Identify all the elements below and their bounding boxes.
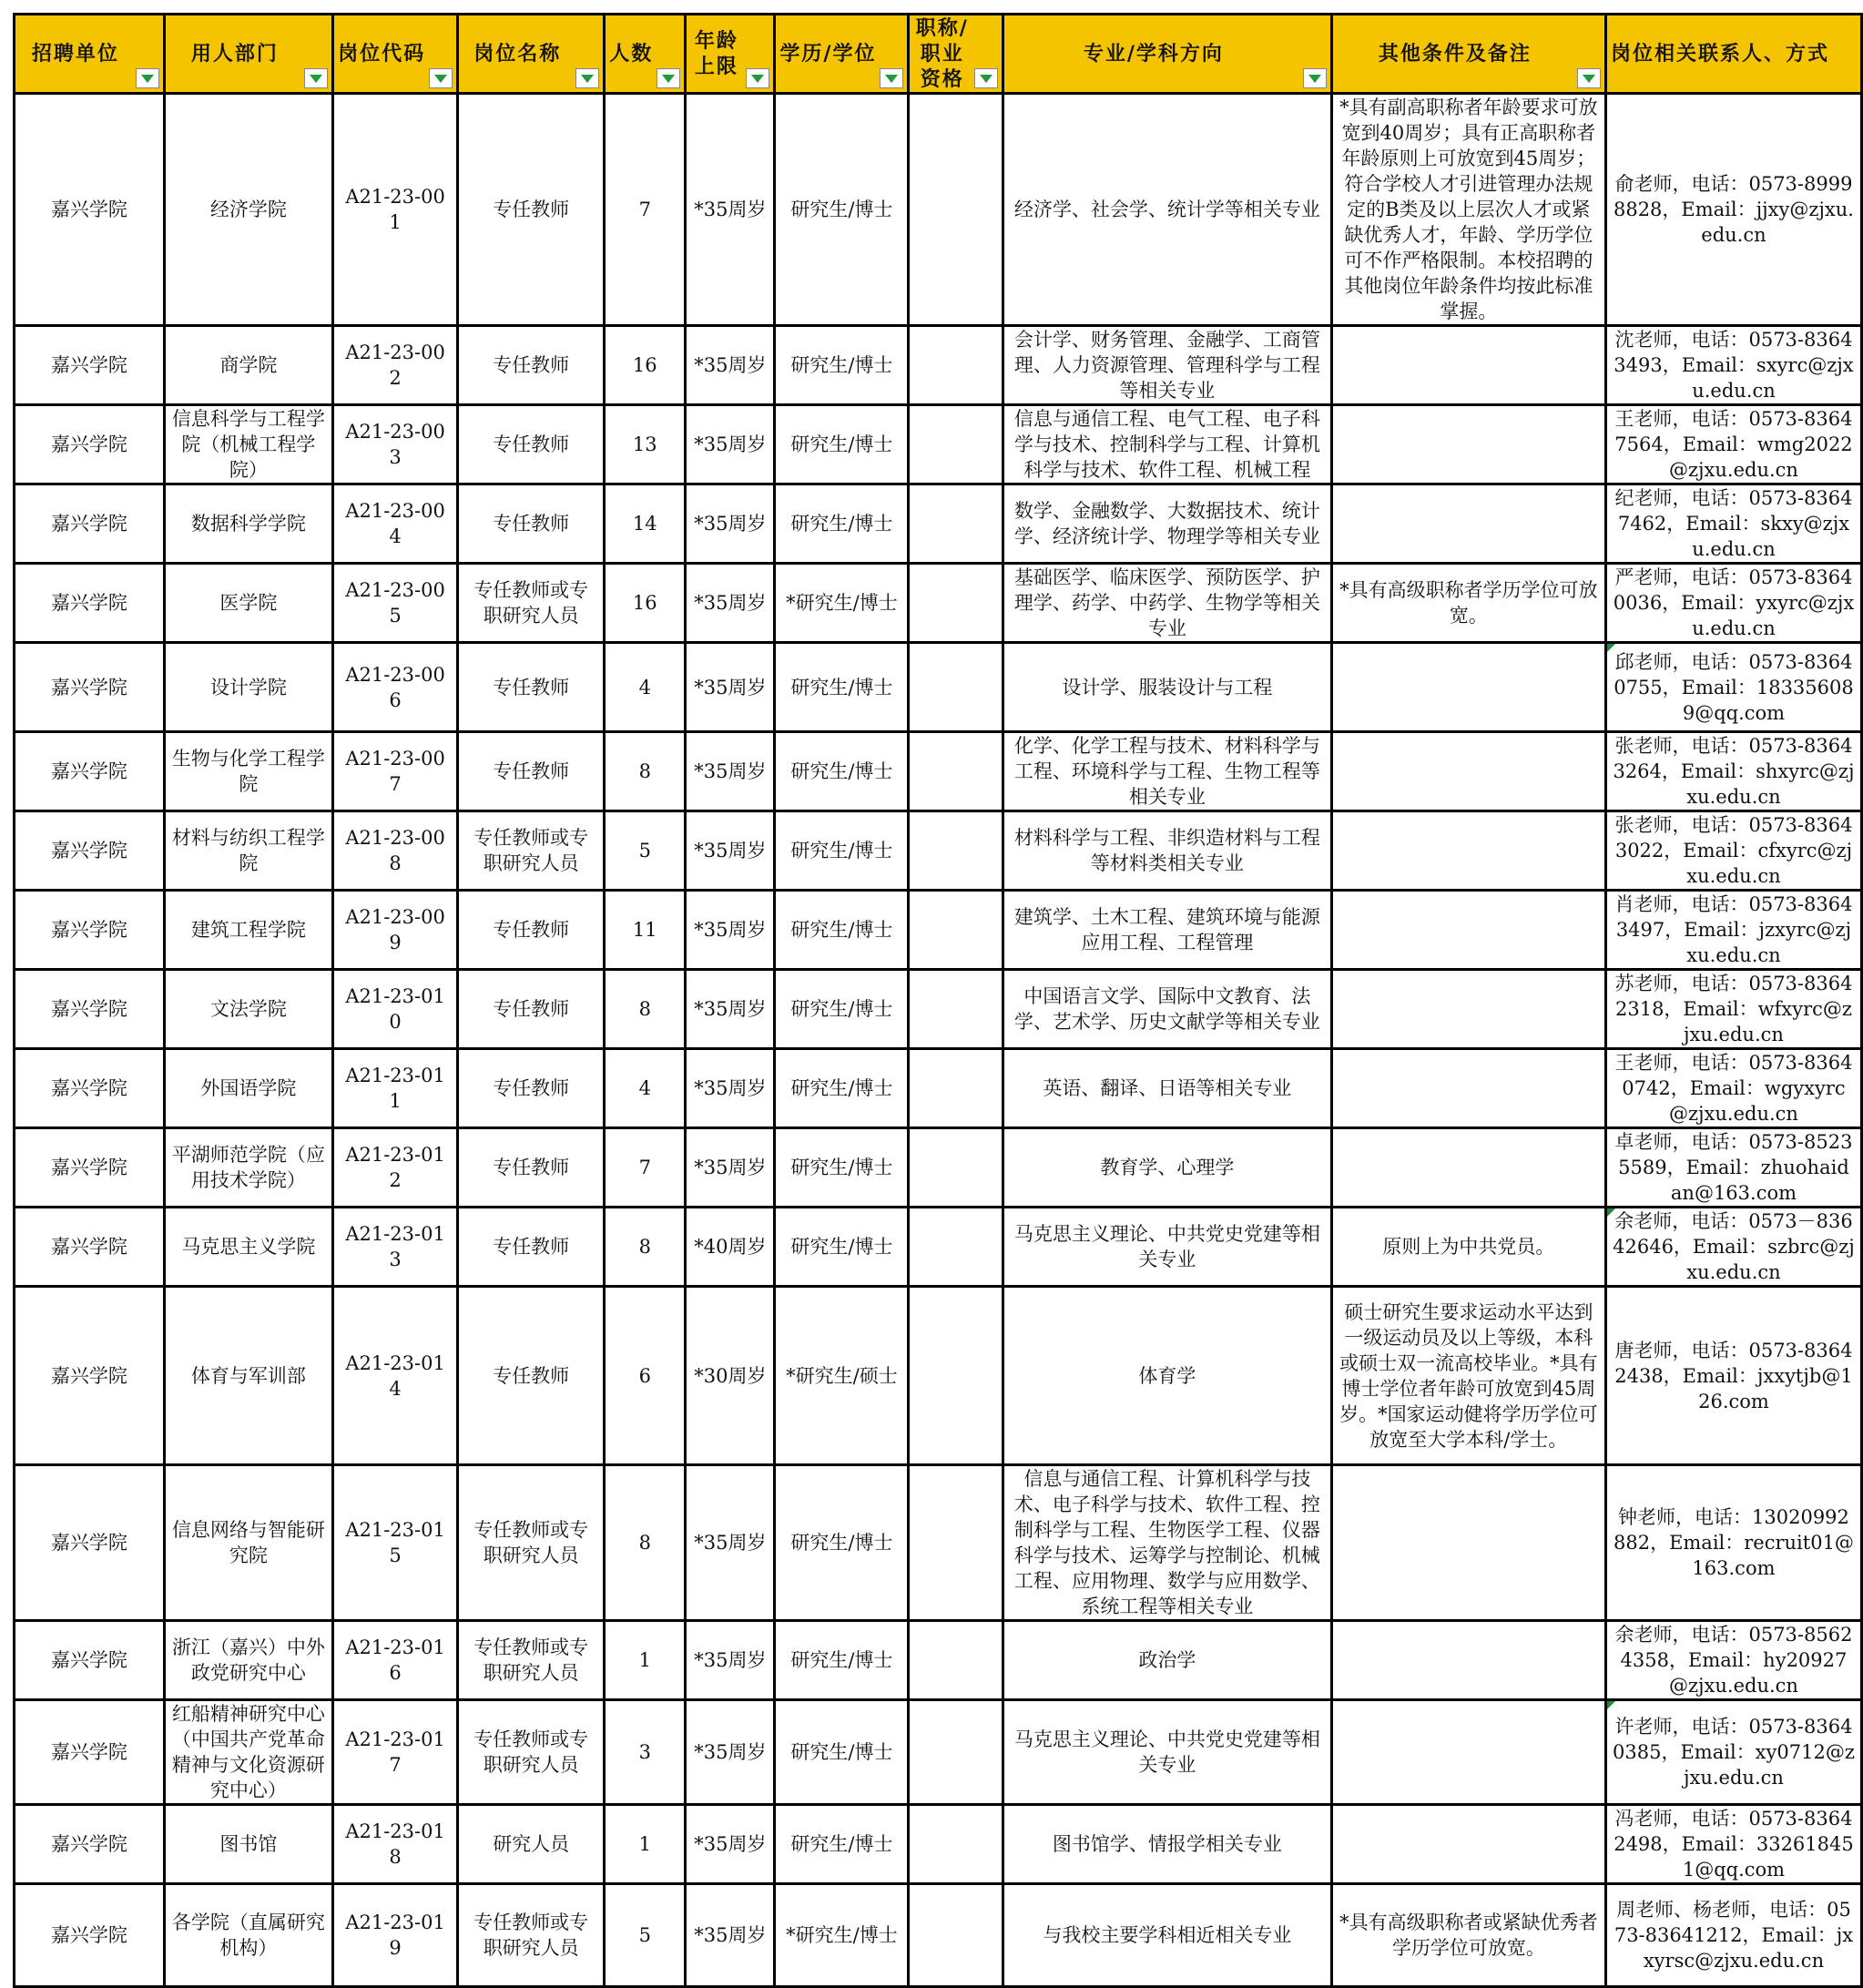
cell-post: 专任教师或专职研究人员 [458,1465,605,1621]
filter-dropdown-icon[interactable] [136,68,159,88]
cell-note [1331,970,1605,1049]
cell-code: A21-23-005 [333,564,458,643]
cell-edu: 研究生/博士 [775,405,909,484]
header-label: 岗位相关联系人、方式 [1610,42,1829,66]
cell-edu: 研究生/博士 [775,891,909,970]
cell-code: A21-23-016 [333,1621,458,1700]
cell-title [909,564,1003,643]
table-row [15,326,1862,405]
cell-unit: 嘉兴学院 [15,564,165,643]
table-row [15,484,1862,564]
header-unit [15,15,165,94]
cell-title [909,1208,1003,1287]
cell-post: 专任教师 [458,970,605,1049]
table-row [15,732,1862,811]
cell-major: 中国语言文学、国际中文教育、法学、艺术学、历史文献学等相关专业 [1003,970,1332,1049]
table-row [15,564,1862,643]
cell-note: 原则上为中共党员。 [1331,1208,1605,1287]
cell-num: 5 [605,1884,686,1987]
cell-unit: 嘉兴学院 [15,1884,165,1987]
header-label: 岗位代码 [338,42,426,66]
cell-code: A21-23-013 [333,1208,458,1287]
cell-num: 7 [605,94,686,326]
header-code [333,15,458,94]
cell-num: 1 [605,1805,686,1884]
cell-code: A21-23-012 [333,1128,458,1208]
cell-code: A21-23-001 [333,94,458,326]
cell-contact: 钟老师，电话：13020992882，Email：recruit01@163.com [1605,1465,1861,1621]
cell-code: A21-23-014 [333,1287,458,1465]
cell-age: *35周岁 [686,405,775,484]
cell-dept: 信息网络与智能研究院 [164,1465,332,1621]
table-row [15,1700,1862,1805]
header-label: 职称/职业资格 [915,16,969,91]
cell-note [1331,326,1605,405]
cell-major: 英语、翻译、日语等相关专业 [1003,1049,1332,1128]
cell-code: A21-23-008 [333,811,458,891]
cell-num: 4 [605,643,686,732]
cell-contact: 肖老师，电话：0573-83643497，Email：jzxyrc@zjxu.edu.cn [1605,891,1861,970]
table-body [15,94,1862,1987]
cell-contact: 余老师，电话：0573-85624358，Email：hy20927@zjxu.edu.cn [1605,1621,1861,1700]
cell-edu: 研究生/博士 [775,1049,909,1128]
cell-num: 11 [605,891,686,970]
cell-dept: 信息科学与工程学院（机械工程学院） [164,405,332,484]
cell-unit: 嘉兴学院 [15,970,165,1049]
cell-unit: 嘉兴学院 [15,1049,165,1128]
cell-note [1331,1700,1605,1805]
cell-num: 13 [605,405,686,484]
cell-post: 专任教师或专职研究人员 [458,1621,605,1700]
cell-contact: 苏老师，电话：0573-83642318，Email：wfxyrc@zjxu.edu.cn [1605,970,1861,1049]
cell-title [909,732,1003,811]
cell-unit: 嘉兴学院 [15,811,165,891]
cell-post: 专任教师 [458,1128,605,1208]
cell-contact: 许老师，电话：0573-83640385，Email：xy0712@zjxu.edu.cn [1605,1700,1861,1805]
cell-num: 16 [605,564,686,643]
cell-num: 16 [605,326,686,405]
table-row [15,405,1862,484]
cell-age: *35周岁 [686,643,775,732]
cell-unit: 嘉兴学院 [15,484,165,564]
cell-edu: 研究生/博士 [775,94,909,326]
cell-note: *具有副高职称者年龄要求可放宽到40周岁；具有正高职称者年龄原则上可放宽到45周岁；符合学校人才引进管理办法规定的B类及以上层次人才或紧缺优秀人才，年龄、学历学位可不作严格限制。本校招聘的其他岗位年龄条件均按此标准掌握。 [1331,94,1605,326]
cell-dept: 图书馆 [164,1805,332,1884]
cell-major: 会计学、财务管理、金融学、工商管理、人力资源管理、管理科学与工程等相关专业 [1003,326,1332,405]
cell-age: *35周岁 [686,1049,775,1128]
cell-age: *35周岁 [686,1884,775,1987]
cell-dept: 外国语学院 [164,1049,332,1128]
table-row [15,1287,1862,1465]
cell-dept: 医学院 [164,564,332,643]
cell-post: 专任教师或专职研究人员 [458,1884,605,1987]
cell-title [909,405,1003,484]
cell-title [909,1049,1003,1128]
header-label: 专业/学科方向 [1083,42,1224,66]
table-row [15,970,1862,1049]
cell-contact: 严老师，电话：0573-83640036，Email：yxyrc@zjxu.edu.cn [1605,564,1861,643]
table-row [15,1465,1862,1621]
filter-dropdown-icon[interactable] [429,68,453,88]
header-major [1003,15,1332,94]
cell-major: 体育学 [1003,1287,1332,1465]
cell-contact: 卓老师，电话：0573-85235589，Email：zhuohaidan@163.com [1605,1128,1861,1208]
table-row [15,1208,1862,1287]
cell-note [1331,1128,1605,1208]
cell-post: 专任教师 [458,1208,605,1287]
cell-code: A21-23-002 [333,326,458,405]
cell-major: 信息与通信工程、电气工程、电子科学与技术、控制科学与工程、计算机科学与技术、软件工程、机械工程 [1003,405,1332,484]
cell-num: 8 [605,732,686,811]
cell-note [1331,643,1605,732]
cell-edu: *研究生/博士 [775,1884,909,1987]
cell-age: *35周岁 [686,94,775,326]
cell-major: 马克思主义理论、中共党史党建等相关专业 [1003,1700,1332,1805]
cell-major: 图书馆学、情报学相关专业 [1003,1805,1332,1884]
cell-age: *35周岁 [686,732,775,811]
header-label: 岗位名称 [473,42,562,66]
cell-contact: 沈老师，电话：0573-83643493，Email：sxyrc@zjxu.edu.cn [1605,326,1861,405]
cell-age: *35周岁 [686,326,775,405]
cell-title [909,1465,1003,1621]
cell-num: 6 [605,1287,686,1465]
cell-post: 专任教师 [458,1049,605,1128]
cell-title [909,1621,1003,1700]
cell-note [1331,484,1605,564]
cell-num: 8 [605,1465,686,1621]
cell-code: A21-23-006 [333,643,458,732]
cell-num: 14 [605,484,686,564]
cell-post: 专任教师或专职研究人员 [458,1700,605,1805]
cell-dept: 经济学院 [164,94,332,326]
cell-dept: 材料与纺织工程学院 [164,811,332,891]
header-label: 其他条件及备注 [1378,42,1532,66]
cell-edu: 研究生/博士 [775,484,909,564]
cell-major: 信息与通信工程、计算机科学与技术、电子科学与技术、软件工程、控制科学与工程、生物医学工程、仪器科学与技术、运筹学与控制论、机械工程、应用物理、数学与应用数学、系统工程等相关专业 [1003,1465,1332,1621]
table-row [15,891,1862,970]
filter-dropdown-icon[interactable] [1577,68,1601,88]
header-label: 学历/学位 [779,42,877,66]
cell-note [1331,1049,1605,1128]
cell-unit: 嘉兴学院 [15,1621,165,1700]
cell-num: 8 [605,1208,686,1287]
cell-title [909,1128,1003,1208]
table-row [15,1805,1862,1884]
cell-note [1331,1805,1605,1884]
cell-dept: 红船精神研究中心（中国共产党革命精神与文化资源研究中心） [164,1700,332,1805]
cell-dept: 文法学院 [164,970,332,1049]
cell-edu: 研究生/博士 [775,1208,909,1287]
cell-contact: 冯老师，电话：0573-83642498，Email：332618451@qq.com [1605,1805,1861,1884]
table-row [15,94,1862,326]
cell-edu: *研究生/硕士 [775,1287,909,1465]
cell-contact: 俞老师，电话：0573-89998828，Email：jjxy@zjxu.edu.cn [1605,94,1861,326]
cell-code: A21-23-003 [333,405,458,484]
cell-num: 3 [605,1700,686,1805]
cell-post: 专任教师 [458,94,605,326]
cell-note [1331,811,1605,891]
cell-dept: 数据科学学院 [164,484,332,564]
comment-marker-icon[interactable] [1607,1208,1615,1217]
header-label: 招聘单位 [31,42,119,66]
cell-edu: 研究生/博士 [775,643,909,732]
cell-title [909,811,1003,891]
cell-post: 专任教师 [458,1287,605,1465]
filter-dropdown-icon[interactable] [974,68,998,88]
cell-edu: 研究生/博士 [775,811,909,891]
cell-dept: 体育与军训部 [164,1287,332,1465]
header-label: 用人部门 [190,42,279,66]
cell-title [909,484,1003,564]
cell-post: 专任教师 [458,484,605,564]
cell-code: A21-23-009 [333,891,458,970]
cell-unit: 嘉兴学院 [15,326,165,405]
header-title [909,15,1003,94]
cell-contact: 张老师，电话：0573-83643022，Email：cfxyrc@zjxu.edu.cn [1605,811,1861,891]
cell-post: 专任教师 [458,405,605,484]
cell-major: 设计学、服装设计与工程 [1003,643,1332,732]
cell-edu: 研究生/博士 [775,1805,909,1884]
filter-dropdown-icon[interactable] [880,68,903,88]
comment-marker-icon[interactable] [1607,644,1615,652]
cell-edu: 研究生/博士 [775,326,909,405]
header-row [15,15,1862,94]
cell-title [909,94,1003,326]
cell-note [1331,732,1605,811]
header-post [458,15,605,94]
cell-dept: 马克思主义学院 [164,1208,332,1287]
filter-dropdown-icon[interactable] [1303,68,1327,88]
cell-major: 化学、化学工程与技术、材料科学与工程、环境科学与工程、生物工程等相关专业 [1003,732,1332,811]
cell-edu: 研究生/博士 [775,1700,909,1805]
header-contact [1605,15,1861,94]
cell-age: *35周岁 [686,970,775,1049]
cell-contact: 余老师，电话：0573－83642646，Email：szbrc@zjxu.edu.cn [1605,1208,1861,1287]
filter-dropdown-icon[interactable] [575,68,599,88]
cell-code: A21-23-010 [333,970,458,1049]
cell-note: *具有高级职称者或紧缺优秀者学历学位可放宽。 [1331,1884,1605,1987]
header-label: 人数 [609,42,654,66]
cell-major: 教育学、心理学 [1003,1128,1332,1208]
cell-title [909,643,1003,732]
cell-num: 7 [605,1128,686,1208]
cell-num: 1 [605,1621,686,1700]
cell-dept: 建筑工程学院 [164,891,332,970]
cell-dept: 商学院 [164,326,332,405]
cell-post: 专任教师 [458,891,605,970]
cell-num: 8 [605,970,686,1049]
cell-unit: 嘉兴学院 [15,94,165,326]
cell-title [909,1700,1003,1805]
cell-contact: 唐老师，电话：0573-83642438，Email：jxxytjb@126.com [1605,1287,1861,1465]
cell-title [909,1805,1003,1884]
cell-contact: 王老师，电话：0573-83640742，Email：wgyxyrc@zjxu.edu.cn [1605,1049,1861,1128]
cell-unit: 嘉兴学院 [15,405,165,484]
cell-title [909,891,1003,970]
cell-post: 专任教师或专职研究人员 [458,811,605,891]
header-note [1331,15,1605,94]
cell-major: 材料科学与工程、非织造材料与工程等材料类相关专业 [1003,811,1332,891]
cell-major: 与我校主要学科相近相关专业 [1003,1884,1332,1987]
cell-code: A21-23-018 [333,1805,458,1884]
cell-edu: 研究生/博士 [775,970,909,1049]
cell-dept: 设计学院 [164,643,332,732]
cell-note: 硕士研究生要求运动水平达到一级运动员及以上等级，本科或硕士双一流高校毕业。*具有博士学位者年龄可放宽到45周岁。*国家运动健将学历学位可放宽至大学本科/学士。 [1331,1287,1605,1465]
cell-age: *35周岁 [686,891,775,970]
cell-unit: 嘉兴学院 [15,1128,165,1208]
cell-edu: 研究生/博士 [775,1465,909,1621]
cell-contact: 王老师，电话：0573-83647564，Email：wmg2022@zjxu.edu.cn [1605,405,1861,484]
cell-age: *35周岁 [686,1805,775,1884]
cell-age: *35周岁 [686,811,775,891]
cell-age: *35周岁 [686,1700,775,1805]
cell-contact: 纪老师，电话：0573-83647462，Email：skxy@zjxu.edu.cn [1605,484,1861,564]
table-row [15,1621,1862,1700]
cell-title [909,1884,1003,1987]
cell-post: 专任教师 [458,732,605,811]
cell-code: A21-23-007 [333,732,458,811]
cell-unit: 嘉兴学院 [15,1805,165,1884]
cell-age: *35周岁 [686,1465,775,1621]
cell-note: *具有高级职称者学历学位可放宽。 [1331,564,1605,643]
cell-code: A21-23-017 [333,1700,458,1805]
cell-unit: 嘉兴学院 [15,1700,165,1805]
recruitment-table [13,13,1863,1988]
cell-code: A21-23-015 [333,1465,458,1621]
cell-title [909,970,1003,1049]
cell-title [909,1287,1003,1465]
cell-edu: 研究生/博士 [775,1128,909,1208]
cell-contact: 周老师、杨老师，电话：0573-83641212，Email：jxxyrsc@zjxu.edu.cn [1605,1884,1861,1987]
cell-code: A21-23-004 [333,484,458,564]
filter-dropdown-icon[interactable] [657,68,680,88]
cell-post: 专任教师或专职研究人员 [458,564,605,643]
cell-edu: 研究生/博士 [775,732,909,811]
cell-major: 基础医学、临床医学、预防医学、护理学、药学、中药学、生物学等相关专业 [1003,564,1332,643]
cell-dept: 生物与化学工程学院 [164,732,332,811]
header-dept [164,15,332,94]
cell-post: 专任教师 [458,326,605,405]
cell-unit: 嘉兴学院 [15,643,165,732]
cell-edu: 研究生/博士 [775,1621,909,1700]
cell-major: 数学、金融数学、大数据技术、统计学、经济统计学、物理学等相关专业 [1003,484,1332,564]
header-label: 年龄上限 [694,29,738,78]
cell-note [1331,1621,1605,1700]
filter-dropdown-icon[interactable] [304,68,328,88]
cell-dept: 平湖师范学院（应用技术学院） [164,1128,332,1208]
cell-num: 4 [605,1049,686,1128]
filter-dropdown-icon[interactable] [746,68,769,88]
cell-age: *35周岁 [686,1128,775,1208]
cell-note [1331,891,1605,970]
cell-major: 经济学、社会学、统计学等相关专业 [1003,94,1332,326]
table-row [15,1128,1862,1208]
cell-code: A21-23-019 [333,1884,458,1987]
table-row [15,811,1862,891]
header-edu [775,15,909,94]
cell-age: *30周岁 [686,1287,775,1465]
cell-unit: 嘉兴学院 [15,732,165,811]
cell-major: 建筑学、土木工程、建筑环境与能源应用工程、工程管理 [1003,891,1332,970]
cell-age: *35周岁 [686,1621,775,1700]
cell-major: 马克思主义理论、中共党史党建等相关专业 [1003,1208,1332,1287]
cell-title [909,326,1003,405]
cell-contact: 张老师，电话：0573-83643264，Email：shxyrc@zjxu.edu.cn [1605,732,1861,811]
cell-age: *35周岁 [686,484,775,564]
cell-unit: 嘉兴学院 [15,1208,165,1287]
header-num [605,15,686,94]
cell-age: *40周岁 [686,1208,775,1287]
header-age [686,15,775,94]
cell-unit: 嘉兴学院 [15,891,165,970]
cell-post: 研究人员 [458,1805,605,1884]
cell-post: 专任教师 [458,643,605,732]
cell-dept: 各学院（直属研究机构） [164,1884,332,1987]
cell-edu: *研究生/博士 [775,564,909,643]
cell-note [1331,405,1605,484]
cell-code: A21-23-011 [333,1049,458,1128]
cell-dept: 浙江（嘉兴）中外政党研究中心 [164,1621,332,1700]
table-row [15,1884,1862,1987]
cell-num: 5 [605,811,686,891]
cell-major: 政治学 [1003,1621,1332,1700]
table-row [15,1049,1862,1128]
cell-unit: 嘉兴学院 [15,1287,165,1465]
cell-contact: 邱老师，电话：0573-83640755，Email：183356089@qq.com [1605,643,1861,732]
cell-note [1331,1465,1605,1621]
comment-marker-icon[interactable] [1607,1701,1615,1709]
cell-age: *35周岁 [686,564,775,643]
cell-unit: 嘉兴学院 [15,1465,165,1621]
table-row [15,643,1862,732]
